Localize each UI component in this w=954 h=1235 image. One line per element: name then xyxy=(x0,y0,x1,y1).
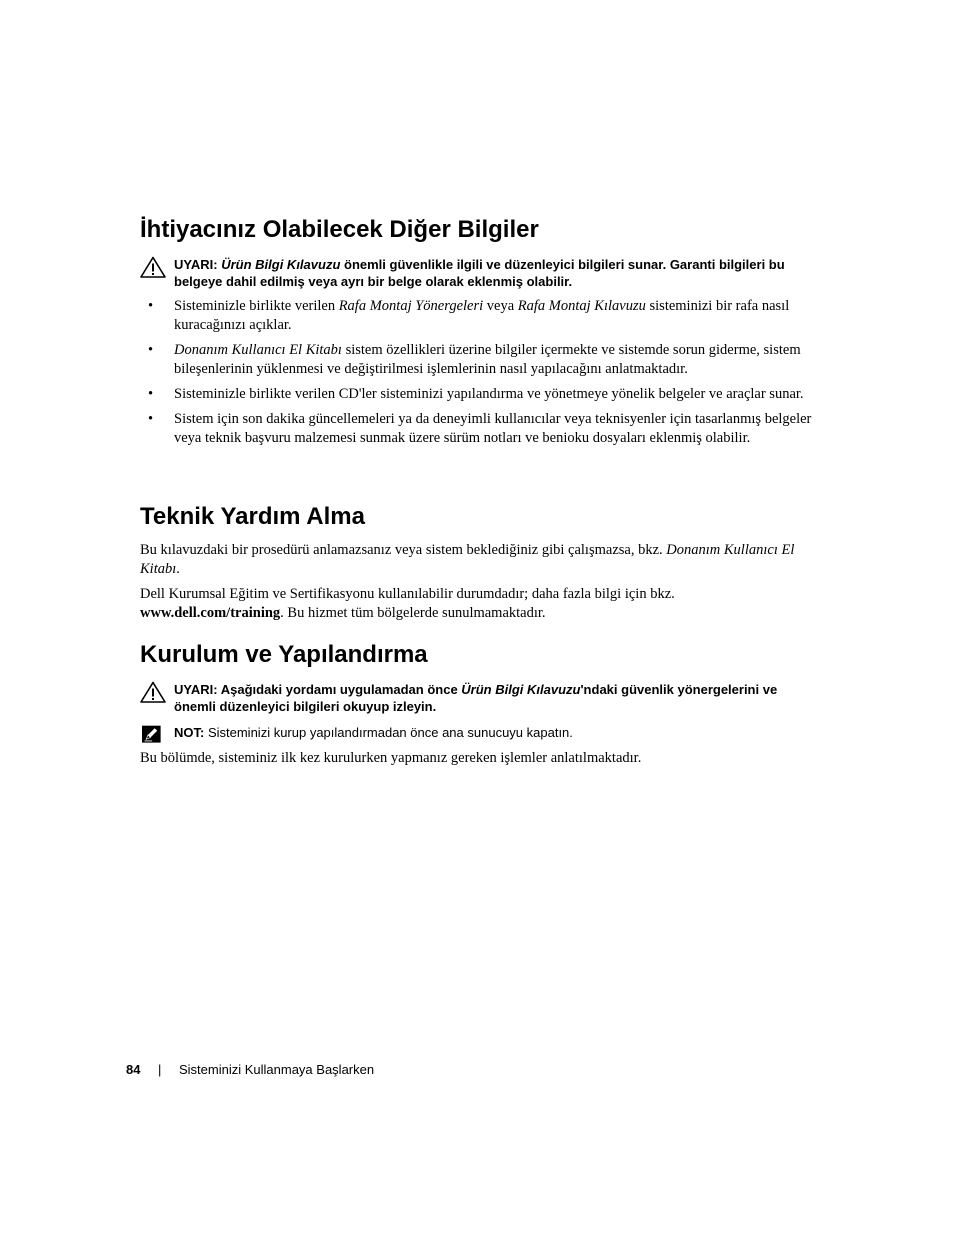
help-doc-name: Donanım Kullanıcı El Kitabı xyxy=(140,542,795,577)
bullet-icon: • xyxy=(148,411,154,427)
warning-notice-1 xyxy=(140,256,812,290)
bullet-doc-name: Rafa Montaj Kılavuzu xyxy=(517,298,646,314)
bullet-text: sistem özellikleri üzerine bilgiler içermekte ve sistemde sorun giderme, sistem bileşenlerinin yüklenmesi ve değiştirilmesi işlemlerinin nasıl yapılacağını anlatmaktadır. xyxy=(174,342,801,377)
warning-notice-2 xyxy=(140,681,812,715)
footer-separator: | xyxy=(158,1062,162,1077)
warning-icon xyxy=(140,681,166,703)
training-text: . Bu hizmet tüm bölgelerde sunulmamaktadır. xyxy=(280,605,546,621)
note-pencil-icon xyxy=(142,725,164,745)
warning-label: UYARI: xyxy=(174,257,218,272)
training-text: Dell Kurumsal Eğitim ve Sertifikasyonu kullanılabilir durumdadır; daha fazla bilgi için bkz. xyxy=(140,586,675,602)
warning-doc-name: Ürün Bilgi Kılavuzu xyxy=(461,682,581,697)
section-title-setup: Kurulum ve Yapılandırma xyxy=(140,641,428,668)
help-text: Bu kılavuzdaki bir prosedürü anlamazsanız veya sistem beklediğiniz gibi çalışmazsa, bkz. xyxy=(140,542,667,558)
bullet-text: Sisteminizle birlikte verilen xyxy=(174,298,339,314)
bullet-icon: • xyxy=(148,342,154,358)
help-paragraph xyxy=(140,541,812,579)
bullet-text: Sisteminizle birlikte verilen CD'ler sisteminizi yapılandırma ve yönetmeye yönelik belgeler ve araçlar sunar. xyxy=(174,386,804,402)
list-item xyxy=(140,410,812,448)
training-link[interactable]: www.dell.com/training xyxy=(140,605,281,621)
page-footer xyxy=(126,1062,526,1077)
bullet-text: Sistem için son dakika güncellemeleri ya da deneyimli kullanıcılar veya teknisyenler için tasarlanmış belgeler veya teknik başvuru malzemesi sunmak üzere sürüm notları ve benioku dosyaları eklenmiş olabilir. xyxy=(174,411,812,446)
help-text: . xyxy=(176,561,180,577)
footer-chapter: Sisteminizi Kullanmaya Başlarken xyxy=(179,1062,375,1077)
warning-doc-name: Ürün Bilgi Kılavuzu xyxy=(221,257,341,272)
note-notice xyxy=(140,724,812,741)
bullet-icon: • xyxy=(148,386,154,402)
list-item xyxy=(140,297,812,335)
bullet-doc-name: Rafa Montaj Yönergeleri xyxy=(338,298,484,314)
warning-text: 'ndaki güvenlik yönergelerini ve önemli düzenleyici bilgileri okuyup izleyin. xyxy=(174,682,778,714)
note-text: Sisteminizi kurup yapılandırmadan önce ana sunucuyu kapatın. xyxy=(204,725,573,740)
note-label: NOT: xyxy=(174,725,205,740)
warning-label: UYARI: xyxy=(174,682,218,697)
info-bullet-list xyxy=(140,297,812,454)
warning-icon xyxy=(140,256,166,278)
page-number: 84 xyxy=(126,1062,141,1077)
warning-text: Aşağıdaki yordamı uygulamadan önce xyxy=(217,682,462,697)
setup-paragraph: Bu bölümde, sisteminiz ilk kez kurulurken yapmanız gereken işlemler anlatılmaktadır. xyxy=(140,750,642,766)
section-title-other-info: İhtiyacınız Olabilecek Diğer Bilgiler xyxy=(140,216,539,243)
list-item xyxy=(140,385,812,404)
bullet-text: veya xyxy=(483,298,518,314)
list-item xyxy=(140,341,812,379)
bullet-text: sisteminizi bir rafa nasıl kuracağınızı açıklar. xyxy=(174,298,790,333)
bullet-icon: • xyxy=(148,298,154,314)
section-title-technical-help: Teknik Yardım Alma xyxy=(140,503,365,530)
bullet-doc-name: Donanım Kullanıcı El Kitabı xyxy=(174,342,342,358)
warning-text: önemli güvenlikle ilgili ve düzenleyici bilgileri sunar. Garanti bilgileri bu belgeye dahil edilmiş veya ayrı bir belge olarak eklenmiş olabilir. xyxy=(174,257,785,289)
training-paragraph xyxy=(140,585,812,623)
